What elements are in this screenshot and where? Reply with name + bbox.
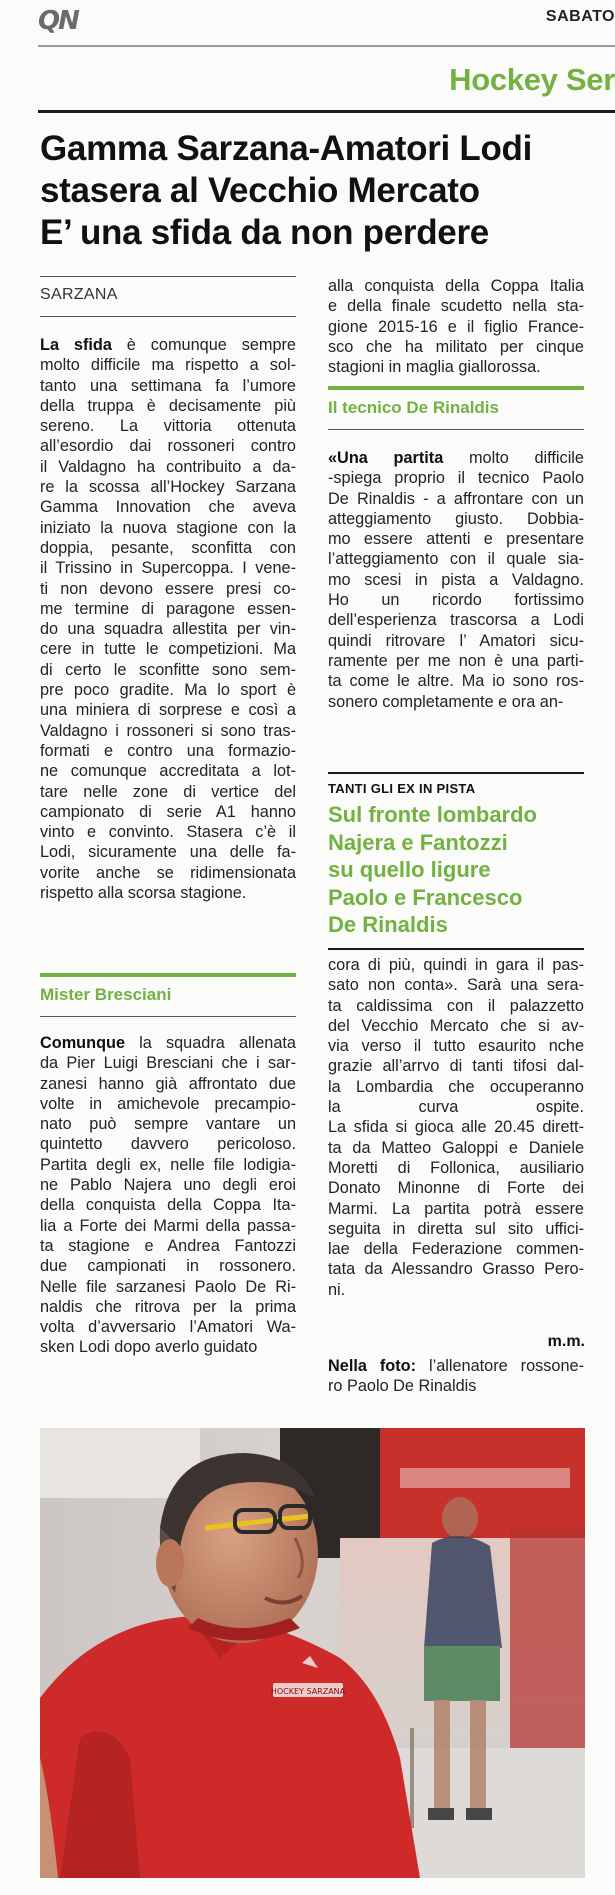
box-kicker: TANTI GLI EX IN PISTA xyxy=(328,781,476,796)
box-title xyxy=(328,801,588,939)
text-line: Donato Minonne di Forte dei xyxy=(328,1179,584,1198)
text-line: ta come le altre. Ma io sono ros- xyxy=(328,672,584,691)
text-line: mo essere attenti e presentare xyxy=(328,530,584,549)
text-line: mo scesi in pista a Valdagno. xyxy=(328,570,584,589)
box-title-line: su quello ligure xyxy=(328,857,491,882)
masthead-rule xyxy=(38,45,615,47)
text-line: sken Lodi dopo averlo guidato xyxy=(40,1338,258,1357)
text-line: molto difficile ma rispetto a sol- xyxy=(40,356,296,375)
text-line: Nella foto: l’allenatore rossone- xyxy=(328,1357,584,1375)
author-signature: m.m. xyxy=(547,1333,585,1350)
text-line: naldis che ritrova per la prima xyxy=(40,1297,296,1316)
photo-caption xyxy=(328,1356,584,1397)
headline-line: E’ una sfida da non perdere xyxy=(40,213,489,252)
text-line: ti non devono essere presi co- xyxy=(40,579,296,598)
body-text-right-bottom xyxy=(328,955,584,1300)
text-line: ta caldissima con il palazzetto xyxy=(328,996,584,1015)
text-line: me termine di paragone essen- xyxy=(40,599,296,618)
box-title-line: Najera e Fantozzi xyxy=(328,829,508,855)
body-text-right-top xyxy=(328,276,584,377)
dateline-rule-bottom xyxy=(40,316,296,317)
text-line: sonero completamente e ora an- xyxy=(328,692,564,711)
masthead xyxy=(0,0,615,46)
text-line: pre poco gradite. Ma lo sport è xyxy=(40,681,296,700)
body-text-right-middle xyxy=(328,448,584,712)
text-line: Valdagno i rossoneri si sono tras- xyxy=(40,721,296,740)
text-line: quintetto davvero pericoloso. xyxy=(40,1135,296,1154)
subhead-rule xyxy=(328,386,584,390)
box-rule-top xyxy=(328,772,584,774)
subhead-rule-bottom xyxy=(328,429,584,430)
text-line: gione 2015-16 e il figlio France- xyxy=(328,317,584,336)
text-line: all’esordio dai rossoneri contro xyxy=(40,437,296,456)
section-label: Hockey Ser xyxy=(449,62,615,97)
text-line: De Rinaldis - a affrontare con un xyxy=(328,489,584,508)
text-line: della truppa è decisamente più xyxy=(40,396,296,415)
headline-line: Gamma Sarzana-Amatori Lodi xyxy=(40,129,533,168)
text-line: tanto una settimana fa l’umore xyxy=(40,376,296,395)
text-line: re la scossa all’Hockey Sarzana xyxy=(40,478,296,497)
text-line: ne Pablo Najera uno degli eroi xyxy=(40,1176,296,1195)
text-line: volta d’avversario l’Amatori Wa- xyxy=(40,1318,296,1337)
text-line: ni. xyxy=(328,1280,346,1299)
text-line: l’atteggiamento con il quale sia- xyxy=(328,550,584,569)
text-line: do una squadra allestita per vin- xyxy=(40,620,296,639)
text-line: Moretti di Follonica, ausiliario xyxy=(328,1158,584,1177)
text-line: cora di più, quindi in gara il pas- xyxy=(328,956,584,974)
text-line: del Vecchio Mercato che si av- xyxy=(328,1016,584,1035)
text-line: una miniera di sorprese e così a xyxy=(40,701,296,720)
newspaper-logo: QN xyxy=(38,6,78,36)
text-line: doppia, pesante, sconfitta con xyxy=(40,538,296,557)
text-line: Nelle file sarzanesi Paolo De Ri- xyxy=(40,1277,296,1296)
text-line: seguita in diretta sul sito uffici- xyxy=(328,1219,584,1238)
body-text-left-top xyxy=(40,335,296,903)
subhead-rule xyxy=(40,973,296,977)
text-line: grazie all’arrvo di tanti tifosi dal- xyxy=(328,1057,584,1076)
dateline-rule-top xyxy=(40,276,296,277)
body-text-left-bottom xyxy=(40,1033,296,1358)
text-line: ne comunque accreditata a lot- xyxy=(40,762,296,781)
coach-photo-illustration xyxy=(40,1428,585,1878)
text-line: lae della Federazione commen- xyxy=(328,1240,584,1259)
coach-photo xyxy=(40,1428,585,1878)
lead-in: Comunque xyxy=(40,1034,126,1052)
text-line: da Pier Luigi Bresciani che i sar- xyxy=(40,1054,296,1073)
text-line: La sfida si gioca alle 20.45 dirett- xyxy=(328,1118,584,1137)
svg-text:HOCKEY SARZANA: HOCKEY SARZANA xyxy=(270,1687,346,1696)
text-line: ramente per me non è una parti- xyxy=(328,651,584,670)
text-line: la Lombardia che occuperanno xyxy=(328,1077,584,1096)
lead-in: Nella foto: xyxy=(328,1357,417,1375)
text-line: quindi ritrovare l’ Amatori sicu- xyxy=(328,631,584,650)
text-line: via verso il tutto esaurito nche xyxy=(328,1037,584,1056)
text-line: zanesi hanno già affrontato due xyxy=(40,1074,296,1093)
text-line: e della finale scudetto nella sta- xyxy=(328,297,584,316)
text-line: tata da Alessandro Grasso Pero- xyxy=(328,1260,584,1279)
text-line: rispetto alla scorsa stagione. xyxy=(40,884,247,903)
text-line: formati e contro una formazio- xyxy=(40,741,296,760)
section-rule xyxy=(38,110,615,113)
subhead-rule-bottom xyxy=(40,1016,296,1017)
text-line: della conquista della Coppa Ita- xyxy=(40,1196,296,1215)
text-line: Partita degli ex, nelle file lodigia- xyxy=(40,1155,296,1174)
text-line: ta da Matteo Galoppi e Daniele xyxy=(328,1138,584,1157)
text-line: sco che ha militato per cinque xyxy=(328,337,584,356)
text-line: di certo le sconfitte sono sem- xyxy=(40,660,296,679)
lead-in: «Una partita xyxy=(328,449,444,467)
box-title-line: De Rinaldis xyxy=(328,912,448,937)
text-line: Marmi. La partita potrà essere xyxy=(328,1199,584,1218)
text-line: atteggiamento giusto. Dobbia- xyxy=(328,509,584,528)
text-line: tare nelle zone di vertice del xyxy=(40,782,296,801)
headline xyxy=(40,128,615,254)
text-line: «Una partita molto difficile xyxy=(328,449,584,467)
text-line: -spiega proprio il tecnico Paolo xyxy=(328,469,584,488)
text-line: la curva ospite. xyxy=(328,1098,584,1117)
text-line: cere in tutte le competizioni. Ma xyxy=(40,640,296,659)
subhead-tecnico: Il tecnico De Rinaldis xyxy=(328,398,499,417)
dateline: SARZANA xyxy=(40,286,118,303)
text-line: Gamma Innovation che aveva xyxy=(40,498,296,517)
text-line: ta stagione e Andrea Fantozzi xyxy=(40,1236,296,1255)
box-rule-bottom xyxy=(328,948,584,950)
text-line: Comunque la squadra allenata xyxy=(40,1034,296,1052)
text-line: vorite anche se ridimensionata xyxy=(40,863,296,882)
text-line: il Trissino in Supercoppa. I vene- xyxy=(40,559,296,578)
text-line: ro Paolo De Rinaldis xyxy=(328,1377,477,1396)
text-line: due campionati in rossonero. xyxy=(40,1257,296,1276)
text-line: volte in amichevole precampio- xyxy=(40,1094,296,1113)
text-line: sereno. La vittoria ottenuta xyxy=(40,417,296,436)
text-line: lia a Forte dei Marmi della passa- xyxy=(40,1216,296,1235)
lead-in: La sfida xyxy=(40,336,112,354)
box-title-line: Paolo e Francesco xyxy=(328,884,523,910)
text-line: La sfida è comunque sempre xyxy=(40,336,296,354)
text-line: Ho un ricordo fortissimo xyxy=(328,591,584,610)
text-line: Lodi, sicuramente una delle fa- xyxy=(40,843,296,862)
weekday-label: SABATO xyxy=(545,8,615,25)
text-line: iniziato la nuova stagione con la xyxy=(40,518,296,537)
headline-line: stasera al Vecchio Mercato xyxy=(40,171,480,210)
text-line: dell’esperienza trascorsa a Lodi xyxy=(328,611,584,630)
text-line: nato può sempre vantare un xyxy=(40,1115,296,1134)
text-line: vinto e convinto. Stasera c’è il xyxy=(40,823,296,842)
text-line: alla conquista della Coppa Italia xyxy=(328,277,584,295)
text-line: stagioni in maglia giallorossa. xyxy=(328,358,541,377)
text-line: il Valdagno ha contribuito a da- xyxy=(40,457,296,476)
text-line: campionato di serie A1 hanno xyxy=(40,802,296,821)
box-title-line: Sul fronte lombardo xyxy=(328,802,537,827)
subhead-mister: Mister Bresciani xyxy=(40,985,172,1004)
text-line: sato non conta». Sarà una sera- xyxy=(328,976,584,995)
